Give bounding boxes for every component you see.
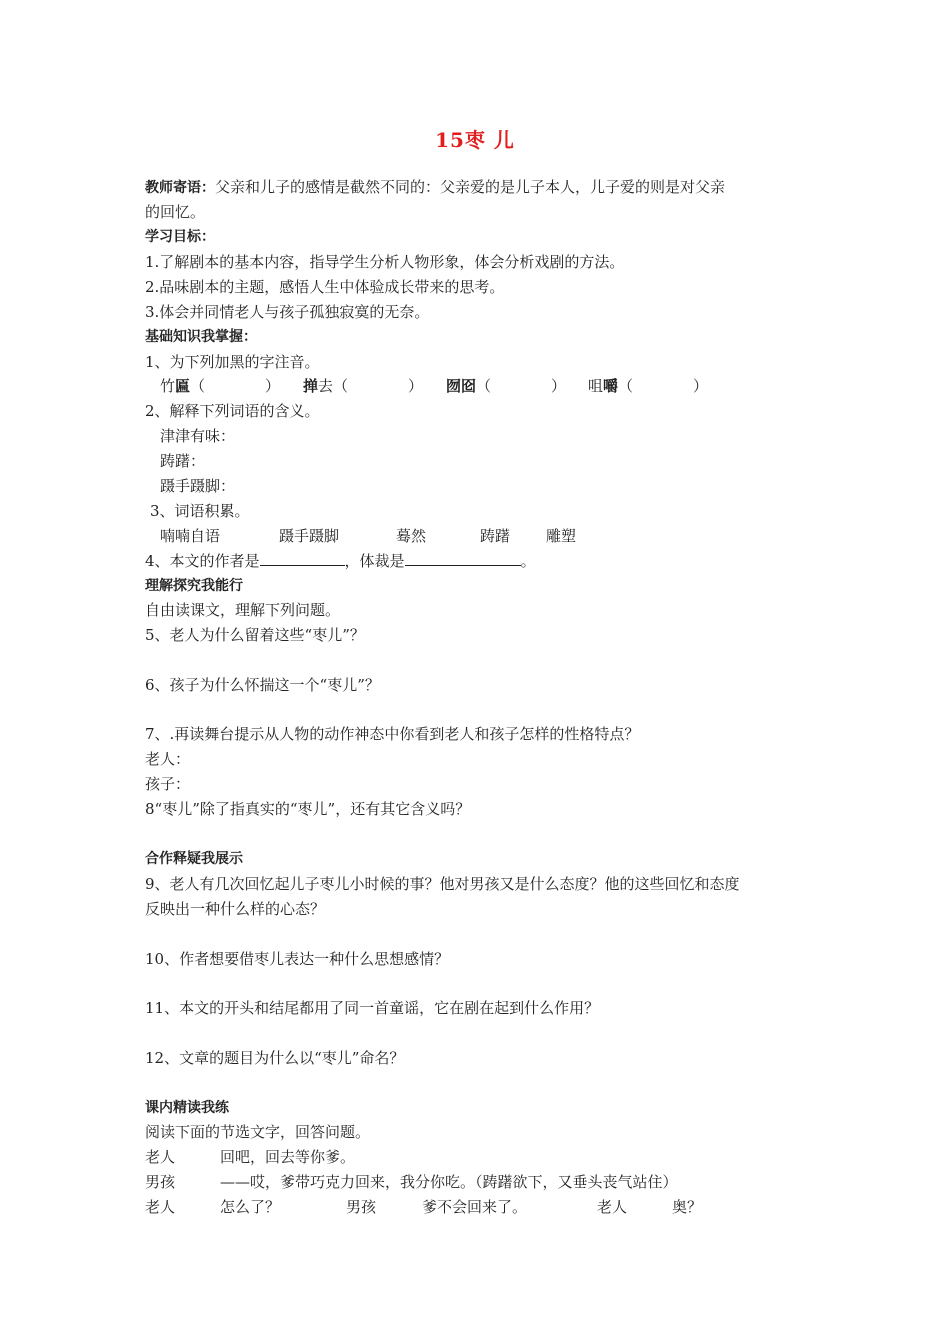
dialogue-text: 怎么了？ [220, 1198, 281, 1216]
speaker: 老人 [597, 1198, 628, 1216]
pinyin-item: 掸去（ ） [303, 377, 424, 395]
speaker: 男孩 [346, 1198, 377, 1216]
dialogue-line [145, 1197, 845, 1217]
word-item: 雕塑 [546, 527, 577, 545]
term-2: 踌躇： [160, 452, 206, 470]
speaker: 男孩 [145, 1173, 176, 1191]
pinyin-item: 囫囵（ ） [446, 377, 567, 395]
question-2: 2、解释下列词语的含义。 [145, 402, 320, 420]
cooperate-heading: 合作释疑我展示 [145, 851, 243, 867]
teacher-note-continued: 的回忆。 [145, 203, 206, 221]
word-item: 蹑手蹑脚 [279, 527, 340, 545]
word-item: 踌躇 [480, 527, 511, 545]
term-1: 津津有味： [160, 427, 236, 445]
basics-heading: 基础知识我掌握： [145, 329, 257, 345]
old-man-label: 老人： [145, 750, 191, 768]
teacher-note-text: 父亲和儿子的感情是截然不同的：父亲爱的是儿子本人，儿子爱的则是对父亲 [215, 178, 726, 196]
dialogue-line [145, 1147, 845, 1167]
question-1: 1、为下列加黑的字注音。 [145, 353, 320, 371]
goal-item-3: 3.体会并同情老人与孩子孤独寂寞的无奈。 [145, 303, 430, 321]
reading-heading: 课内精读我练 [145, 1100, 229, 1116]
child-label: 孩子： [145, 775, 191, 793]
goal-item-2: 2.品味剧本的主题，感悟人生中体验成长带来的思考。 [145, 278, 505, 296]
question-9: 9、老人有几次回忆起儿子枣儿小时候的事？他对男孩又是什么态度？他的这些回忆和态度 [145, 875, 740, 893]
question-6: 6、孩子为什么怀揣这一个“枣儿”？ [145, 676, 380, 694]
pinyin-item: 咀嚼（ ） [588, 377, 709, 395]
dialogue-text: 爹不会回来了。 [422, 1198, 528, 1216]
word-list [160, 526, 860, 546]
dialogue-line [145, 1172, 845, 1192]
teacher-note-label: 教师寄语： [145, 180, 215, 196]
question-9-continued: 反映出一种什么样的心态？ [145, 900, 326, 918]
teacher-note [145, 177, 725, 198]
question-10: 10、作者想要借枣儿表达一种什么思想感情？ [145, 950, 450, 968]
genre-blank[interactable] [405, 551, 521, 566]
dialogue-text: 奥？ [672, 1198, 703, 1216]
author-blank[interactable] [260, 551, 345, 566]
speaker: 老人 [145, 1148, 176, 1166]
speaker: 老人 [145, 1198, 176, 1216]
question-7: 7、.再读舞台提示从人物的动作神态中你看到老人和孩子怎样的性格特点？ [145, 725, 640, 743]
question-4: 4、本文的作者是 ，体裁是 。 [145, 552, 536, 570]
question-3: 3、词语积累。 [150, 502, 250, 520]
explore-heading: 理解探究我能行 [145, 578, 243, 594]
dialogue-text: ——哎，爹带巧克力回来，我分你吃。（踌躇欲下，又垂头丧气站住） [220, 1173, 678, 1191]
term-3: 蹑手蹑脚： [160, 477, 236, 495]
question-12: 12、文章的题目为什么以“枣儿”命名？ [145, 1049, 405, 1067]
goals-heading: 学习目标： [145, 229, 215, 245]
question-8: 8“枣儿”除了指真实的“枣儿”，还有其它含义吗？ [145, 800, 471, 818]
word-item: 喃喃自语 [160, 527, 221, 545]
pinyin-row [160, 376, 860, 396]
goal-item-1: 1.了解剧本的基本内容，指导学生分析人物形象，体会分析戏剧的方法。 [145, 253, 625, 271]
question-5: 5、老人为什么留着这些“枣儿”？ [145, 626, 365, 644]
pinyin-item: 竹匾（ ） [160, 377, 281, 395]
page-title: 15枣 儿 [435, 128, 515, 152]
question-11: 11、本文的开头和结尾都用了同一首童谣，它在剧在起到什么作用？ [145, 999, 600, 1017]
reading-intro: 阅读下面的节选文字，回答问题。 [145, 1123, 371, 1141]
dialogue-text: 回吧，回去等你爹。 [220, 1148, 356, 1166]
word-item: 蓦然 [396, 527, 427, 545]
explore-intro: 自由读课文，理解下列问题。 [145, 601, 341, 619]
